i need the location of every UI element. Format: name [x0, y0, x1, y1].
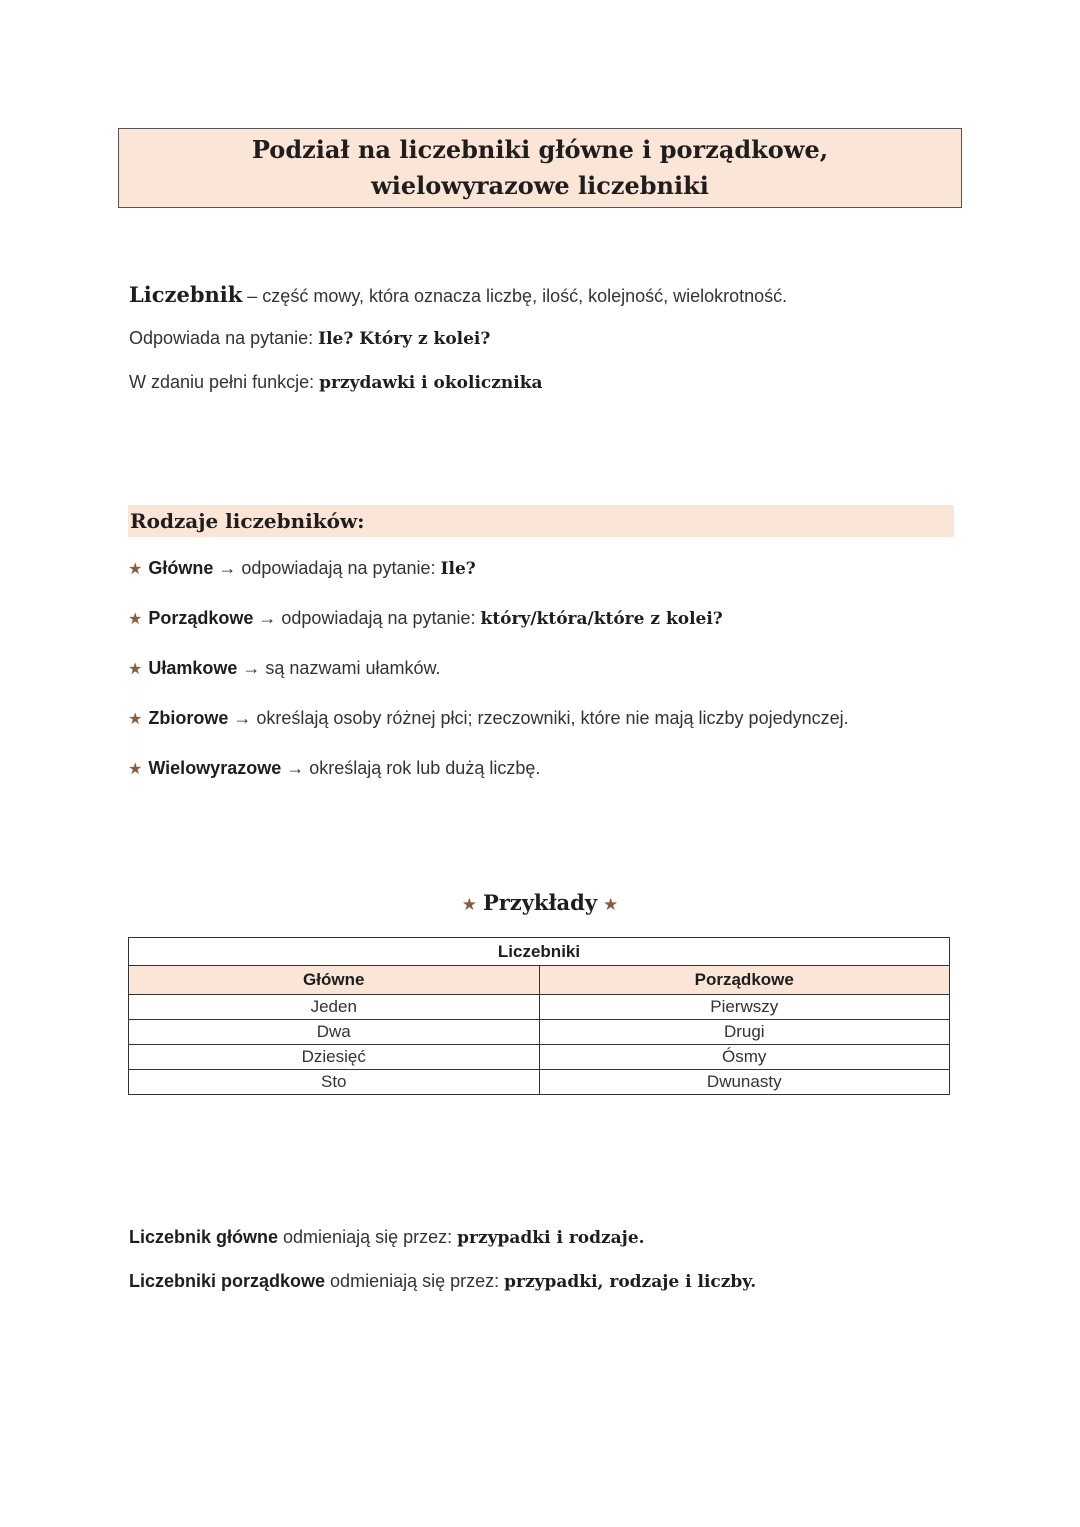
table-cell: Dwa — [129, 1020, 540, 1045]
type-item — [128, 608, 723, 629]
type-name: Wielowyrazowe — [148, 758, 282, 778]
type-description: odpowiadają na pytanie: — [281, 608, 481, 628]
type-item — [128, 658, 440, 679]
declension-main-text: odmieniają się przez: — [278, 1227, 458, 1247]
column-header-ordinal: Porządkowe — [539, 966, 950, 995]
table-row — [129, 995, 950, 1020]
examples-title: Przykłady — [482, 890, 598, 915]
examples-table — [128, 937, 950, 1095]
type-name: Główne — [148, 558, 214, 578]
table-title-row — [129, 938, 950, 966]
table-cell: Ósmy — [539, 1045, 950, 1070]
table-row — [129, 1045, 950, 1070]
types-heading-bar — [128, 505, 954, 537]
page-title-line-2: wielowyrazowe liczebniki — [371, 171, 709, 200]
column-header-main: Główne — [129, 966, 540, 995]
function-value: przydawki i okolicznika — [319, 373, 543, 393]
star-icon: ★ — [128, 561, 143, 578]
declension-main-subject: Liczebnik główne — [129, 1227, 279, 1247]
question-value: Ile? Który z kolei? — [318, 329, 491, 349]
type-item — [128, 758, 540, 779]
table-header-row — [129, 966, 950, 995]
table-row — [129, 1020, 950, 1045]
star-icon: ★ — [603, 895, 619, 914]
examples-heading — [0, 890, 1080, 916]
question-label: Odpowiada na pytanie: — [129, 328, 319, 348]
star-icon: ★ — [128, 661, 143, 678]
declension-ordinal-line — [129, 1271, 756, 1292]
table-cell: Pierwszy — [539, 995, 950, 1020]
type-name: Ułamkowe — [148, 658, 238, 678]
definition-term: Liczebnik — [129, 282, 243, 307]
types-heading: Rodzaje liczebników: — [130, 509, 365, 533]
type-name: Porządkowe — [148, 608, 254, 628]
page-title-line-1: Podział na liczebniki główne i porządkowe, — [251, 135, 829, 164]
table-cell: Sto — [129, 1070, 540, 1095]
question-line — [129, 328, 490, 349]
table-row — [129, 1070, 950, 1095]
title-box — [118, 128, 962, 208]
type-item — [128, 708, 849, 729]
star-icon: ★ — [461, 895, 477, 914]
declension-ordinal-subject: Liczebniki porządkowe — [129, 1271, 326, 1291]
type-emphasis: który/która/które z kolei? — [480, 609, 723, 629]
declension-ordinal-text: odmieniają się przez: — [325, 1271, 505, 1291]
type-description: określają rok lub dużą liczbę. — [309, 758, 541, 778]
table-cell: Dwunasty — [539, 1070, 950, 1095]
star-icon: ★ — [128, 611, 143, 628]
type-description: określają osoby różnej płci; rzeczowniki, które nie mają liczby pojedynczej. — [256, 708, 849, 728]
function-label: W zdaniu pełni funkcje: — [129, 372, 320, 392]
table-cell: Dziesięć — [129, 1045, 540, 1070]
definition-line — [129, 282, 787, 307]
star-icon: ★ — [128, 711, 143, 728]
arrow-icon: → — [213, 558, 242, 578]
table-title: Liczebniki — [129, 938, 950, 966]
type-name: Zbiorowe — [148, 708, 229, 728]
type-emphasis: Ile? — [440, 559, 476, 579]
function-line — [129, 372, 543, 393]
type-description: są nazwami ułamków. — [265, 658, 441, 678]
table-cell: Drugi — [539, 1020, 950, 1045]
type-item — [128, 558, 476, 579]
declension-ordinal-emphasis: przypadki, rodzaje i liczby. — [504, 1272, 757, 1292]
arrow-icon: → — [281, 758, 310, 778]
arrow-icon: → — [253, 608, 282, 628]
type-description: odpowiadają na pytanie: — [241, 558, 441, 578]
definition-text: – część mowy, która oznacza liczbę, ilość, kolejność, wielokrotność. — [242, 286, 788, 306]
declension-main-emphasis: przypadki i rodzaje. — [457, 1228, 645, 1248]
star-icon: ★ — [128, 761, 143, 778]
table-cell: Jeden — [129, 995, 540, 1020]
arrow-icon: → — [237, 658, 266, 678]
arrow-icon: → — [228, 708, 257, 728]
declension-main-line — [129, 1227, 645, 1248]
